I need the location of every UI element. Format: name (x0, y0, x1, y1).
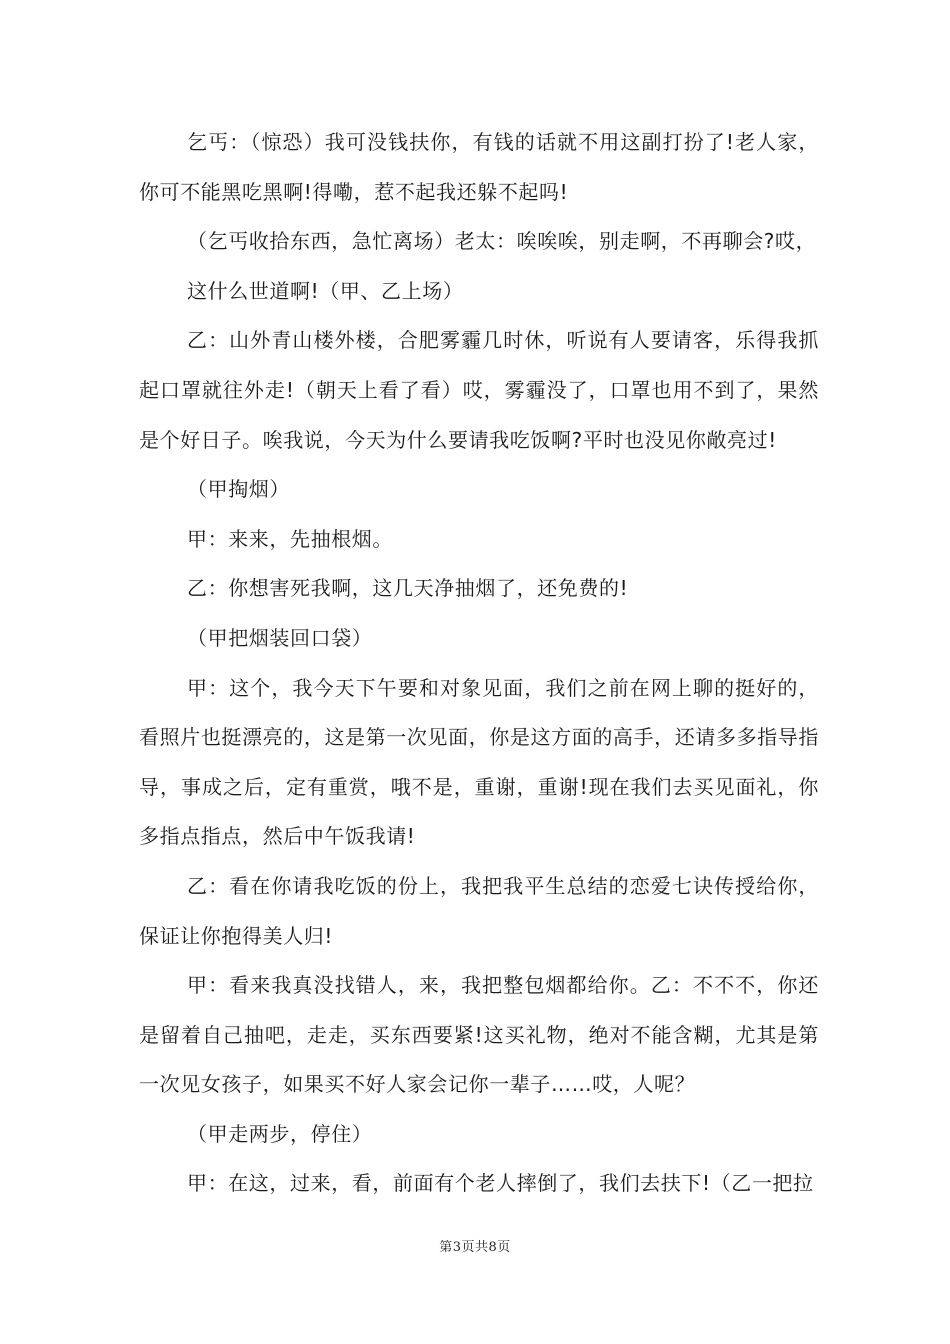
paragraph-6: 甲：来来，先抽根烟。 (187, 526, 393, 551)
paragraph-4: 乙：山外青山楼外楼，合肥雾霾几时休，听说有人要请客，乐得我抓起口罩就往外走!（朝天上看了看）哎，雾霾没了，口罩也用不到了，果然是个好日子。唉我说，今天为什么要请我吃饭啊?平时也没见你敞亮过! (139, 328, 819, 452)
paragraph-2: （乞丐收拾东西，急忙离场）老太：唉唉唉，别走啊，不再聊会?哎， (187, 229, 817, 254)
paragraph-9: 甲：这个，我今天下午要和对象见面，我们之前在网上聊的挺好的，看照片也挺漂亮的，这是第一次见面，你是这方面的高手，还请多多指导指导，事成之后，定有重赏，哦不是，重谢，重谢!现在我们去买见面礼，你多指点指点，然后中午饭我请! (139, 675, 819, 849)
paragraph-8: （甲把烟装回口袋） (187, 625, 373, 650)
paragraph-1: 乞丐：（惊恐）我可没钱扶你，有钱的话就不用这副打扮了!老人家，你可不能黑吃黑啊!得嘞，惹不起我还躲不起吗! (139, 130, 819, 204)
paragraph-13: 甲：在这，过来，看，前面有个老人摔倒了，我们去扶下!（乙一把拉 (187, 1171, 814, 1196)
paragraph-12: （甲走两步，停住） (187, 1121, 373, 1146)
paragraph-10: 乙：看在你请我吃饭的份上，我把我平生总结的恋爱七诀传授给你，保证让你抱得美人归! (139, 873, 819, 948)
document-body (139, 118, 819, 1209)
paragraph-11: 甲：看来我真没找错人，来，我把整包烟都给你。乙：不不不，你还是留着自己抽吧，走走，买东西要紧!这买礼物，绝对不能含糊，尤其是第一次见女孩子，如果买不好人家会记你一辈子……哎，人呢？ (139, 973, 819, 1097)
page-number-footer: 第3页共8页 (439, 1240, 511, 1255)
paragraph-7: 乙：你想害死我啊，这几天净抽烟了，还免费的! (187, 576, 629, 601)
paragraph-3: 这什么世道啊!（甲、乙上场） (187, 278, 464, 303)
paragraph-5: （甲掏烟） (187, 477, 290, 502)
